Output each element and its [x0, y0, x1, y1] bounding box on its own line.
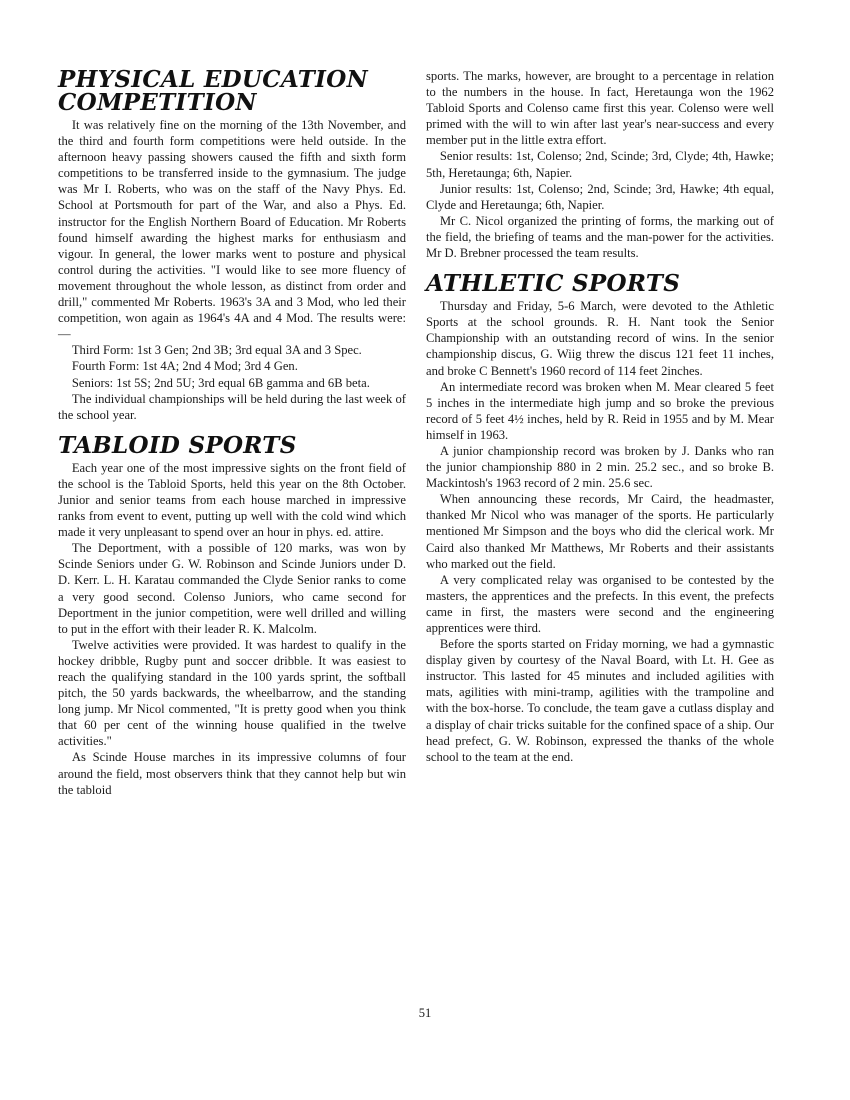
- paragraph: Twelve activities were provided. It was hardest to qualify in the hockey dribble, Rugby punt and soccer dribble. It was easiest to reach the qualifying standard in the 100 yards sprint, the softball pitch, the 50 yards backwards, the wheelbarrow, and the standing long jump. Mr Nicol commented, "It is pretty good when you think that 60 per cent of the winning house qualified in the twelve activities.": [58, 637, 406, 749]
- paragraph: Junior results: 1st, Colenso; 2nd, Scinde; 3rd, Hawke; 4th equal, Clyde and Heretaunga; 6th, Napier.: [426, 181, 774, 212]
- physical-education-section: [58, 68, 406, 423]
- paragraph: It was relatively fine on the morning of the 13th November, and the third and fourth form competitions were held outside. In the afternoon heavy passing showers caused the fifth and sixth form competitions to be transferred inside to the gymnasium. The judge was Mr I. Roberts, who was on the staff of the Navy Phys. Ed. School at Portsmouth for part of the War, and also a Phys. Ed. instructor for the English Northern Board of Education. Mr Roberts found himself awarding the highest marks for enthusiasm and vigour. In general, the lower marks went to posture and physical control during the activities. "I would like to see more fluency of movement throughout the whole lesson, as distinct from order and drill," commented Mr Roberts. 1963's 3A and 3 Mod, who led their competition, won again as 1964's 4A and 4 Mod. The results were:—: [58, 118, 406, 342]
- paragraph: The individual championships will be held during the last week of the school year.: [58, 391, 406, 422]
- athletic-sports-section: [426, 272, 774, 765]
- tabloid-sports-section: [58, 431, 406, 798]
- tabloid-sports-heading: TABLOID SPORTS: [58, 431, 297, 459]
- paragraph: The Deportment, with a possible of 120 marks, was won by Scinde Seniors under G. W. Robinson and Scinde Juniors under D. D. Kerr. L. H. Karatau commanded the Clyde Senior ranks to come a very good second. Colenso Juniors, who came second for Deportment in the junior competition, were well drilled and willing to put in the effort with their leader R. K. Malcolm.: [58, 541, 406, 636]
- paragraph: Each year one of the most impressive sights on the front field of the school is the Tabloid Sports, held this year on the 8th October. Junior and senior teams from each house marched in impressive ranks from event to event, putting up well with the cold wind which made it very unpleasant to spend over an hour in phys. ed. attire.: [58, 460, 406, 540]
- physical-education-heading: PHYSICAL EDUCATION COMPETITION: [58, 66, 368, 116]
- right-column: [426, 68, 774, 765]
- page-number: 51: [418, 1006, 432, 1020]
- paragraph: When announcing these records, Mr Caird, the headmaster, thanked Mr Nicol who was manager of the sports. He particularly mentioned Mr Simpson and the boys who did the clerical work. Mr Caird also thanked Mr Matthews, Mr Roberts and their assistants who marked out the field.: [426, 492, 774, 571]
- paragraph: A very complicated relay was organised to be contested by the masters, the apprentices and the prefects. In this event, the prefects came in first, the masters were second and the engineering apprentices were third.: [426, 572, 774, 635]
- tabloid-sports-continued: [426, 68, 774, 261]
- paragraph: Thursday and Friday, 5-6 March, were devoted to the Athletic Sports at the school grounds. R. H. Nant took the Senior Championship with an outstanding record of wins. In the senior championship discus, G. Wiig threw the discus 121 feet 11 inches, and broke C Bennett's 1960 record of 114 feet 2inches.: [426, 299, 774, 378]
- paragraph: Seniors: 1st 5S; 2nd 5U; 3rd equal 6B gamma and 6B beta.: [71, 375, 370, 390]
- paragraph: Fourth Form: 1st 4A; 2nd 4 Mod; 3rd 4 Gen.: [71, 359, 298, 374]
- paragraph: As Scinde House marches in its impressive columns of four around the field, most observers think that they cannot help but win the tabloid: [58, 750, 406, 797]
- paragraph: Before the sports started on Friday morning, we had a gymnastic display given by courtesy of the Naval Board, with Lt. H. Gee as instructor. This lasted for 45 minutes and included agilities with mats, agilities with mini-tramp, agilities with the trampoline and with the box-horse. To conclude, the team gave a cutlass display and a display of chair tricks suitable for the confined space of a ship. Our head prefect, G. W. Robinson, expressed the thanks of the whole school to the team at the end.: [426, 637, 774, 764]
- paragraph: Third Form: 1st 3 Gen; 2nd 3B; 3rd equal 3A and 3 Spec.: [71, 343, 362, 358]
- paragraph: sports. The marks, however, are brought to a percentage in relation to the numbers in the house. In fact, Heretaunga won the 1962 Tabloid Sports and Colenso came first this year. Colenso were well primed with the will to win after last year's near-success and every member put in the little extra effort.: [426, 69, 774, 148]
- athletic-sports-heading: ATHLETIC SPORTS: [426, 270, 681, 298]
- left-column: [58, 68, 406, 798]
- paragraph: Senior results: 1st, Colenso; 2nd, Scinde; 3rd, Clyde; 4th, Hawke; 5th, Heretaunga; 6th, Napier.: [426, 149, 774, 180]
- paragraph: An intermediate record was broken when M. Mear cleared 5 feet 5 inches in the intermediate high jump and so broke the previous record of 5 feet 4½ inches, held by R. Reid in 1955 and by M. Mear himself in 1963.: [426, 379, 774, 442]
- paragraph: A junior championship record was broken by J. Danks who ran the junior championship 880 in 2 min. 25.2 sec., and so broke B. Mackintosh's 1963 record of 2 min. 25.6 sec.: [426, 443, 774, 491]
- paragraph: Mr C. Nicol organized the printing of forms, the marking out of the field, the briefing of teams and the man-power for the activities. Mr D. Brebner processed the team results.: [426, 213, 774, 261]
